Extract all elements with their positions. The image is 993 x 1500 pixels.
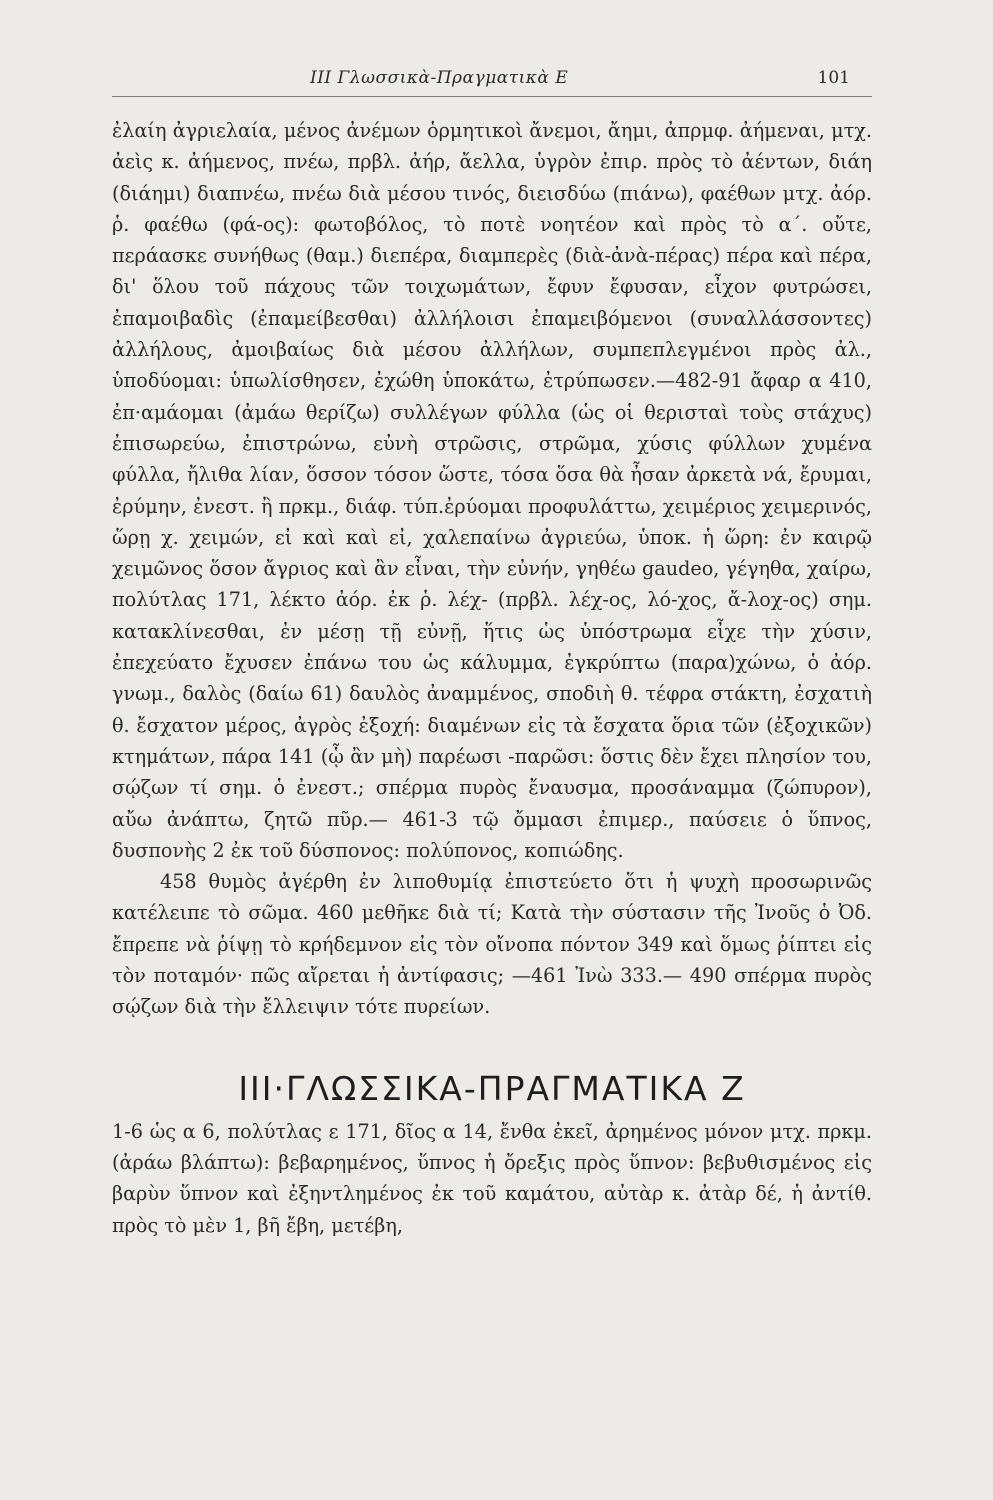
page-number: 101 [817,68,850,88]
book-page [112,62,872,1241]
commentary-paragraph-1: ἐλαίη ἀγριελαία, μένος ἀνέμων ὁρμητικοὶ ἄνεμοι, ἄημι, ἀπρμφ. ἀήμεναι, μτχ. ἀεὶς κ. ἀήμενος, πνέω, πρβλ. ἀήρ, ἄελλα, ὑγρὸν ἐπιρ. πρὸς τὸ ἀέντων, διάη (διάημι) διαπνέω, πνέω διὰ μέσου τινός, διεισδύω (πιάνω), φαέθων μτχ. ἀόρ. ῥ. φαέθω (φά-ος): φωτοβόλος, τὸ ποτὲ νοητέον καὶ πρὸς τὸ α΄. οὔτε, περάασκε συνήθως (θαμ.) διεπέρα, διαμπερὲς (διὰ-ἀνὰ-πέρας) πέρα καὶ πέρα, δι' ὅλου τοῦ πάχους τῶν τοιχωμάτων, ἔφυν ἔφυσαν, εἶχον φυτρώσει, ἐπαμοιβαδὶς (ἐπαμείβεσθαι) ἀλλήλοισι ἐπαμειβόμενοι (συναλλάσσοντες) ἀλλήλους, ἀμοιβαίως διὰ μέσου ἀλλήλων, συμπεπλεγμένοι πρὸς ἀλ., ὑποδύομαι: ὑπωλίσθησεν, ἐχώθη ὑποκάτω, ἐτρύπωσεν.—482-91 ἄφαρ α 410, ἐπ·αμάομαι (ἀμάω θερίζω) συλλέγων φύλλα (ὡς οἱ θερισταὶ τοὺς στάχυς) ἐπισωρεύω, ἐπιστρώνω, εὐνὴ στρῶσις, στρῶμα, χύσις φύλλων χυμένα φύλλα, ἤλιθα λίαν, ὅσσον τόσον ὥστε, τόσα ὅσα θὰ ἦσαν ἀρκετὰ νά, ἔρυμαι, ἐρύμην, ἐνεστ. ἢ πρκμ., διάφ. τύπ.ἐρύομαι προφυλάττω, χειμέριος χειμερινός, ὥρῃ χ. χειμών, εἰ καὶ καὶ εἰ, χαλεπαίνω ἀγριεύω, ὑποκ. ἡ ὥρη: ἐν καιρῷ χειμῶνος ὅσον ἄγριος καὶ ἂν εἶναι, τὴν εὐνήν, γηθέω gaudeo, γέγηθα, χαίρω, πολύτλας 171, λέκτο ἀόρ. ἐκ ῥ. λέχ- (πρβλ. λέχ-ος, λό-χος, ἄ-λοχ-ος) σημ. κατακλίνεσθαι, ἐν μέσῃ τῇ εὐνῇ, ἥτις ὡς ὑπόστρωμα εἶχε τὴν χύσιν, ἐπεχεύατο ἔχυσεν ἐπάνω του ὡς κάλυμμα, ἐγκρύπτω (παρα)χώνω, ὁ ἀόρ. γνωμ., δαλὸς (δαίω 61) δαυλὸς ἀναμμένος, σποδιὴ θ. τέφρα στάκτη, ἐσχατιὴ θ. ἔσχατον μέρος, ἀγρὸς ἐξοχή: διαμένων εἰς τὰ ἔσχατα ὅρια τῶν (ἐξοχικῶν) κτημάτων, πάρα 141 (ᾧ ἂν μὴ) παρέωσι -παρῶσι: ὅστις δὲν ἔχει πλησίον του, σῴζων τί σημ. ὁ ἐνεστ.; σπέρμα πυρὸς ἔναυσμα, προσάναμμα (ζώπυρον), αὔω ἀνάπτω, ζητῶ πῦρ.— 461-3 τῷ ὄμμασι ἐπιμερ., παύσειε ὁ ὕπνος, δυσπονὴς 2 ἐκ τοῦ δύσπονος: πολύπονος, κοπιώδης. [112,119,872,862]
running-title: III Γλωσσικὰ-Πραγματικὰ Ε [310,68,569,88]
commentary-text [112,115,872,1023]
running-header [112,62,872,97]
section-text [112,1116,872,1241]
section-paragraph: 1-6 ὡς α 6, πολύτλας ε 171, δῖος α 14, ἔνθα ἐκεῖ, ἀρημένος μόνον μτχ. πρκμ. (ἀράω βλάπτω): βεβαρημένος, ὕπνος ἡ ὄρεξις πρὸς ὕπνον: βεβυθισμένος εἰς βαρὺν ὕπνον καὶ ἐξηντλημένος ἐκ τοῦ καμάτου, αὐτὰρ κ. ἀτὰρ δέ, ἡ ἀντίθ. πρὸς τὸ μὲν 1, βῆ ἔβη, μετέβη, [112,1119,872,1237]
section-title: ΙΙΙ·ΓΛΩΣΣΙΚΑ-ΠΡΑΓΜΑΤΙΚΑ Ζ [238,1068,746,1108]
commentary-paragraph-2: 458 θυμὸς ἀγέρθη ἐν λιποθυμίᾳ ἐπιστεύετο ὅτι ἡ ψυχὴ προσωρινῶς κατέλειπε τὸ σῶμα. 460 μεθῆκε διὰ τί; Κατὰ τὴν σύστασιν τῆς Ἰνοῦς ὁ Ὀδ. ἔπρεπε νὰ ῥίψῃ τὸ κρήδεμνον εἰς τὸν οἴνοπα πόντον 349 καὶ ὅμως ῥίπτει εἰς τὸν ποταμόν· πῶς αἴρεται ἡ ἀντίφασις; —461 Ἰνὼ 333.— 490 σπέρμα πυρὸς σῴζων διὰ τὴν ἔλλειψιν τότε πυρείων. [112,870,872,1019]
